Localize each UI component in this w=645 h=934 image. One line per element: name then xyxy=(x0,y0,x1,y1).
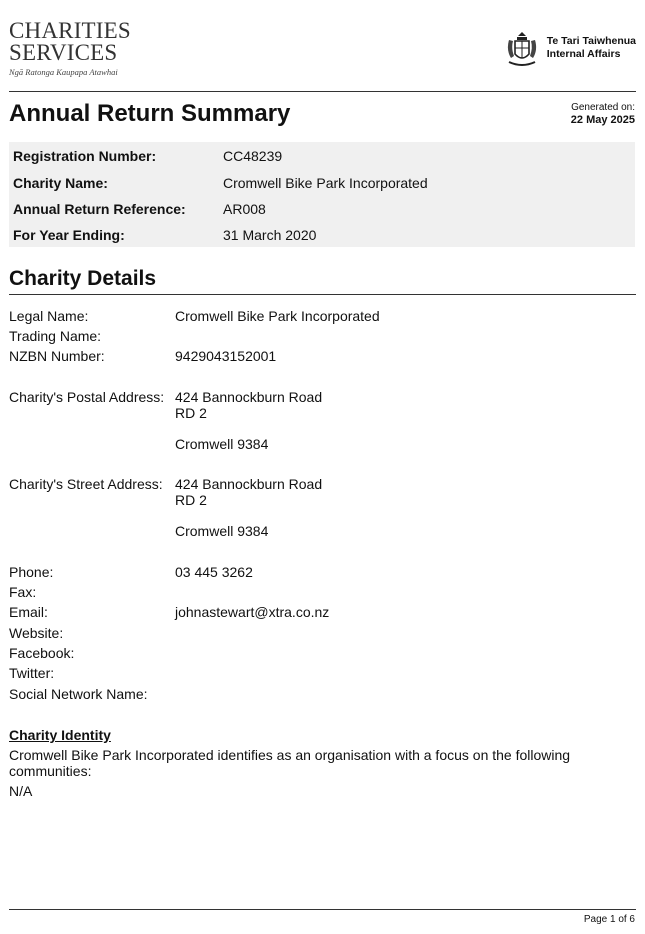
logo-line-1: CHARITIES xyxy=(9,18,131,43)
registration-label: Registration Number: xyxy=(13,148,157,164)
postal-address-line-3: Cromwell 9384 xyxy=(175,436,269,452)
postal-address-label: Charity's Postal Address: xyxy=(9,389,165,405)
charities-services-logo xyxy=(9,20,131,77)
reference-value: AR008 xyxy=(223,201,266,217)
fax-label: Fax: xyxy=(9,584,37,600)
internal-affairs-logo xyxy=(503,28,636,68)
social-network-label: Social Network Name: xyxy=(9,686,148,702)
logo-line-2: SERVICES xyxy=(9,40,118,65)
trading-name-label: Trading Name: xyxy=(9,328,102,344)
header-rule xyxy=(9,91,636,92)
charity-identity-heading: Charity Identity xyxy=(9,727,111,743)
phone-value: 03 445 3262 xyxy=(175,564,253,580)
email-label: Email: xyxy=(9,604,48,620)
generated-label: Generated on: xyxy=(571,102,635,113)
charity-name-value: Cromwell Bike Park Incorporated xyxy=(223,175,428,191)
email-value: johnastewart@xtra.co.nz xyxy=(175,604,330,620)
facebook-label: Facebook: xyxy=(9,645,75,661)
footer-rule xyxy=(9,909,636,910)
details-rule xyxy=(9,294,636,295)
charity-identity-value: N/A xyxy=(9,783,33,799)
street-address-line-3: Cromwell 9384 xyxy=(175,523,269,539)
registration-value: CC48239 xyxy=(223,148,283,164)
logo-subtitle: Ngā Ratonga Kaupapa Atawhai xyxy=(9,67,118,77)
nzbn-label: NZBN Number: xyxy=(9,348,105,364)
phone-label: Phone: xyxy=(9,564,54,580)
website-label: Website: xyxy=(9,625,64,641)
coat-of-arms-icon xyxy=(503,28,541,68)
generated-date: 22 May 2025 xyxy=(570,114,635,126)
charity-identity-text: Cromwell Bike Park Incorporated identifies as an organisation with a focus on the following communities: xyxy=(9,747,571,779)
postal-address-line-2: RD 2 xyxy=(175,405,207,421)
legal-name-label: Legal Name: xyxy=(9,308,89,324)
page-number: Page 1 of 6 xyxy=(583,914,635,925)
reference-label: Annual Return Reference: xyxy=(13,201,186,217)
street-address-label: Charity's Street Address: xyxy=(9,476,163,492)
page-title: Annual Return Summary xyxy=(9,100,291,127)
charity-details-heading: Charity Details xyxy=(9,267,157,290)
street-address-line-2: RD 2 xyxy=(175,492,207,508)
charity-name-label: Charity Name: xyxy=(13,175,108,191)
nzbn-value: 9429043152001 xyxy=(175,348,277,364)
dept-name-english: Internal Affairs xyxy=(546,48,621,60)
dept-name-maori: Te Tari Taiwhenua xyxy=(546,35,636,47)
generated-info xyxy=(571,102,635,126)
postal-address-line-1: 424 Bannockburn Road xyxy=(175,389,323,405)
year-ending-value: 31 March 2020 xyxy=(223,227,317,243)
street-address-line-1: 424 Bannockburn Road xyxy=(175,476,323,492)
year-ending-label: For Year Ending: xyxy=(13,227,125,243)
legal-name-value: Cromwell Bike Park Incorporated xyxy=(175,308,380,324)
summary-box xyxy=(9,142,635,247)
twitter-label: Twitter: xyxy=(9,665,55,681)
